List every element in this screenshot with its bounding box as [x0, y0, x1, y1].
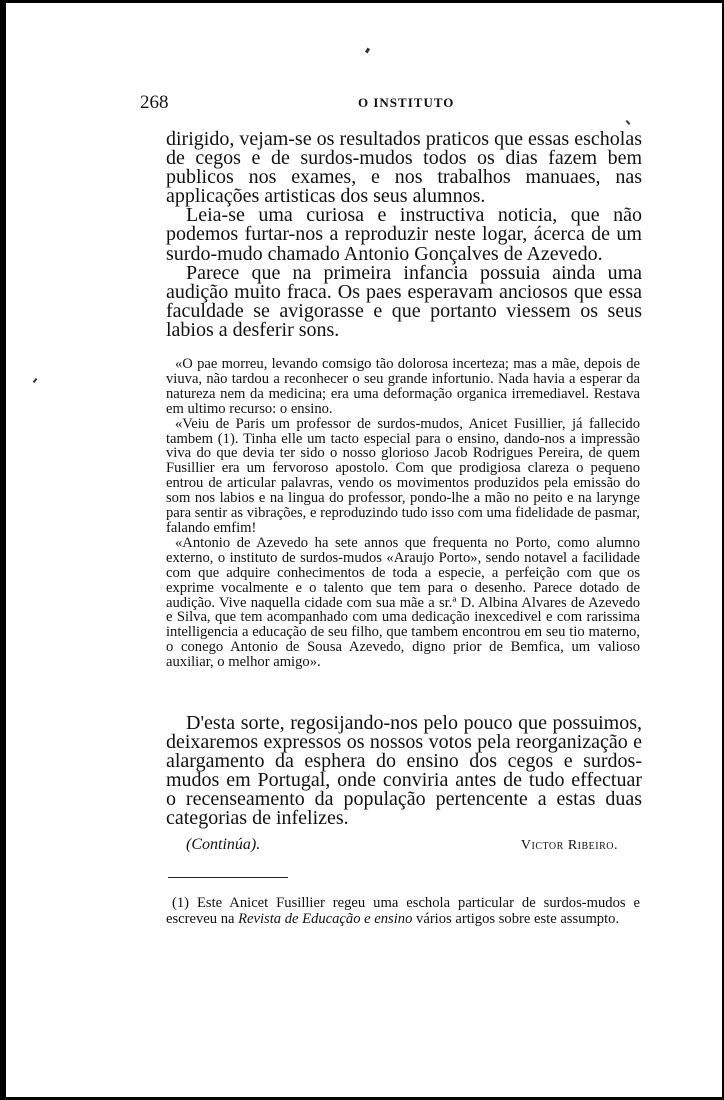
closing-paragraph: D'esta sorte, regosijando-nos pelo pouco que possuimos, deixaremos expressos os nossos votos pela reorganização e alargamento da esphera do ensino dos cegos e surdos-mudos em Portugal, onde conviria antes de tudo effectuar o recenseamento da população pertencente a estas duas categorias de infelizes.	[166, 712, 642, 830]
footnote-text-end: vários artigos sobre este assumpto.	[412, 910, 620, 927]
running-title: O INSTITUTO	[358, 95, 455, 110]
quote-paragraph-1: «O pae morreu, levando comsigo tão dolorosa incerteza; mas a mãe, depois de viuva, não tardou a reconhecer o seu grande infortunio. Nada havia a esperar da natureza nem da medicina; era uma deformação organica irremediavel. Restava em ultimo recurso: o ensino.	[166, 356, 640, 417]
footnote-marker: (1)	[172, 895, 190, 911]
footnote-text	[166, 896, 640, 927]
footnote-journal-title: Revista de Educação e ensino	[238, 910, 413, 927]
footnote-reference: (1)	[217, 430, 235, 447]
quoted-article	[166, 357, 640, 670]
footnote-divider	[168, 877, 288, 878]
intro-section	[166, 130, 642, 340]
quote-paragraph-2-start: «Veiu de Paris um professor de surdos-mudos, Anicet Fusillier, já fallecido tambem	[166, 415, 640, 447]
quote-paragraph-3: «Antonio de Azevedo ha sete annos que frequenta no Porto, como alumno externo, o instituto de surdos-mudos «Araujo Porto», sendo notavel a facilidade com que adquire conhecimentos de toda a especie, a perfeição com que os exprime vocalmente e o talento que tem para o desenho. Parece dotado de audição. Vive naquella cidade com sua mãe a sr.ª D. Albina Alvares de Azevedo e Silva, que tem acompanhado com uma dedicação inexcedivel e com rarissima intelligencia a educação de seu filho, que tambem encontrou em seu tio materno, o conego Antonio de Sousa Azevedo, digno prior de Bemfica, um valioso auxiliar, o melhor amigo».	[166, 534, 640, 671]
intro-paragraph-2: Leia-se uma curiosa e instructiva noticia, que não podemos furtar-nos a reproduzir neste logar, ácerca de um surdo-mudo chamado Antonio Gonçalves de Azevedo.	[166, 204, 642, 265]
author-signature: Victor Ribeiro.	[520, 838, 618, 853]
quote-paragraph-2	[166, 417, 640, 536]
footnote-text-start: Este Anicet Fusillier regeu uma eschola particular de surdos-mudos e escreveu na	[166, 895, 640, 927]
footnote	[166, 896, 640, 927]
continua-note: (Continúa).	[186, 836, 261, 853]
page-header	[138, 92, 640, 114]
intro-paragraph-3: Parece que na primeira infancia possuia ainda uma audição muito fraca. Os paes esperavam anciosos que essa faculdade se avigorasse e que portanto viessem os seus labios a desferir sons.	[166, 261, 642, 341]
intro-paragraph-1: dirigido, vejam-se os resultados praticos que essas escholas de cegos e de surdos-mudos todos os dias fazem bem publicos nos exames, e nos trabalhos manuaes, nas applicações artisticas dos seus alumnos.	[166, 128, 642, 208]
quote-paragraph-2-rest: . Tinha elle um tacto especial para o ensino, dando-nos a impressão viva do que devia ter sido o nosso glorioso Jacob Rodrigues Pereira, de quem Fusillier era um fervoroso apostolo. Com que prodigiosa clareza o pequeno entrou de articular palavras, vendo os movimentos produzidos pela emissão do som nos labios e na lingua do professor, pondo-lhe a mão no peito e na larynge para sentir as vibrações, e reproduzindo tudo isso com uma fidelidade de pasmar, falando emfim!	[166, 430, 640, 536]
closing-section	[166, 714, 642, 829]
page-number: 268	[140, 92, 169, 113]
signature-row	[186, 836, 618, 856]
